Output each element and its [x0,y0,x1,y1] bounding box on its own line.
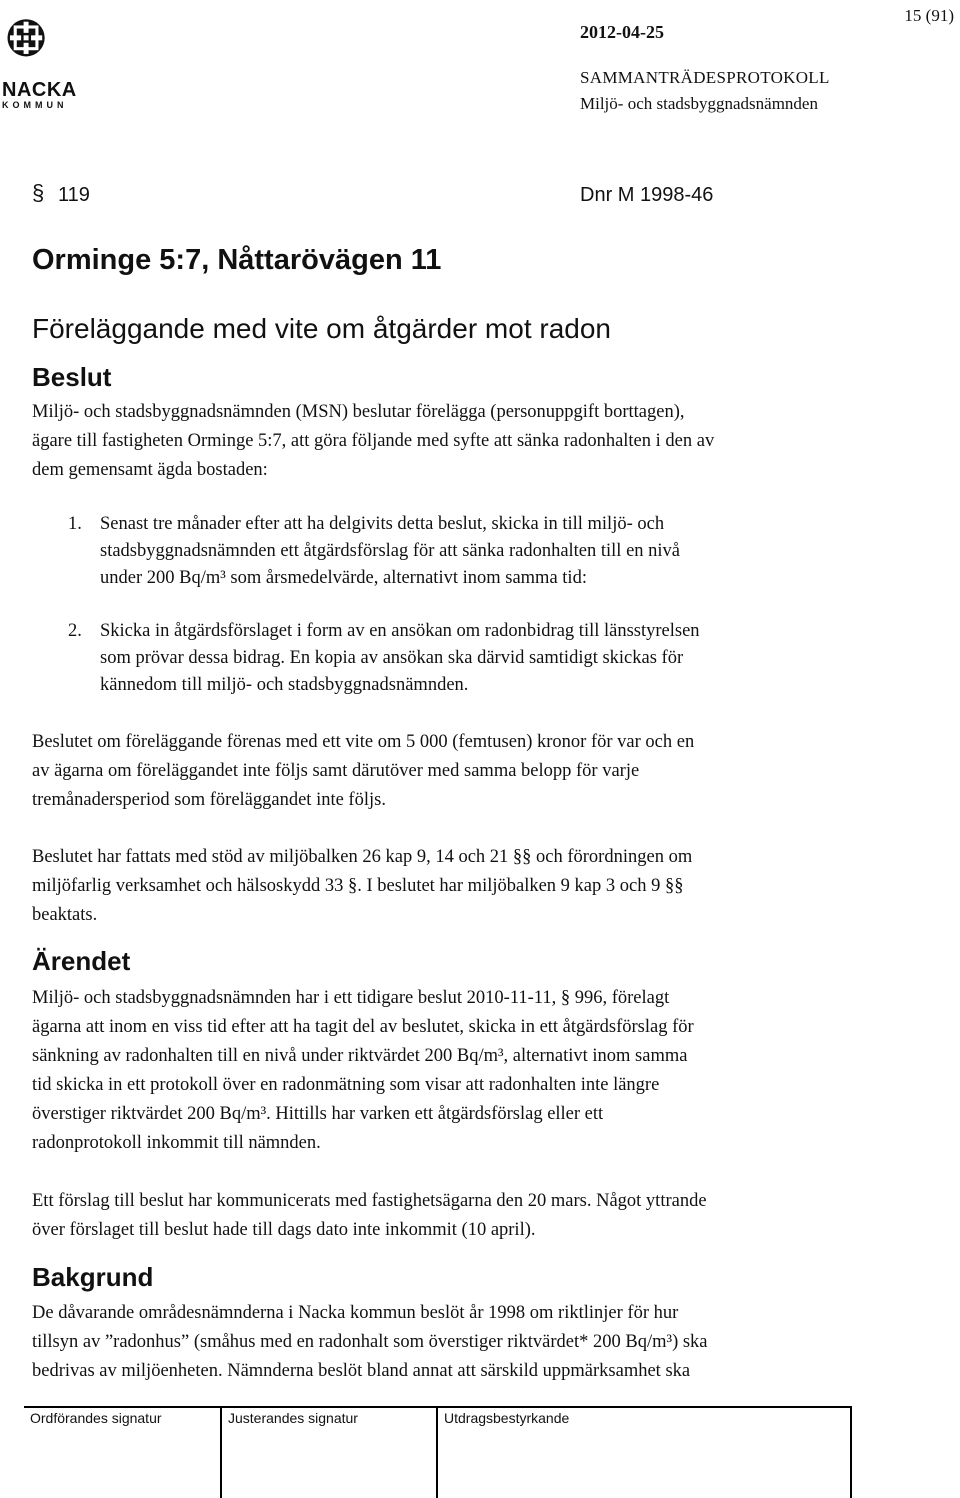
beslut-heading: Beslut [32,362,112,392]
text-line: beaktats. [32,905,98,925]
text-line: Beslutet har fattats med stöd av miljöbalken 26 kap 9, 14 och 21 §§ och förordningen om [32,847,693,867]
text-line: tid skicka in ett protokoll över en radonmätning som visar att radonhalten inte längre [32,1075,660,1095]
text-line: Senast tre månader efter att ha delgivits detta beslut, skicka in till miljö- och [100,514,665,534]
text-line: Miljö- och stadsbyggnadsnämnden (MSN) beslutar förelägga (personuppgift borttagen), [32,402,685,422]
text-line: tremånadersperiod som föreläggandet inte följs. [32,790,386,810]
text-line: sänkning av radonhalten till en nivå under riktvärdet 200 Bq/m³, alternativt inom samma [32,1046,688,1066]
logo-name: NACKA [2,79,77,101]
text-line: ägare till fastigheten Orminge 5:7, att göra följande med syfte att sänka radonhalten i den av [32,431,715,451]
text-line: kännedom till miljö- och stadsbyggnadsnämnden. [100,675,469,695]
diary-number: Dnr M 1998-46 [580,184,714,206]
arendet-heading: Ärendet [32,946,131,976]
chair-signature-field: Ordförandes signatur [30,1410,162,1426]
meeting-date: 2012-04-25 [580,22,664,42]
text-line: överstiger riktvärdet 200 Bq/m³. Hittills har varken ett åtgärdsförslag eller ett [32,1104,604,1124]
paragraph-symbol: § [32,180,45,205]
text-line: Beslutet om föreläggande förenas med ett vite om 5 000 (femtusen) kronor för var och en [32,732,695,752]
nacka-kommun-logo-icon [0,18,72,80]
beslut-intro [32,398,714,485]
text-line: av ägarna om föreläggandet inte följs samt därutöver med samma belopp för varje [32,761,640,781]
section-number: 119 [58,184,90,206]
text-line: över förslaget till beslut hade till dags dato inte inkommit (10 april). [32,1220,536,1240]
list-item [68,618,700,699]
text-line: De dåvarande områdesnämnderna i Nacka kommun beslöt år 1998 om riktlinjer för hur [32,1303,679,1323]
document-subtitle: Föreläggande med vite om åtgärder mot radon [32,313,611,344]
list-number: 1. [68,514,82,534]
list-item [68,511,680,592]
text-line: under 200 Bq/m³ som årsmedelvärde, alternativt inom samma tid: [100,568,587,588]
page-number: 15 (91) [904,6,954,25]
text-line: stadsbyggnadsnämnden ett åtgärdsförslag för att sänka radonhalten till en nivå [100,541,681,561]
extract-certification-field: Utdragsbestyrkande [436,1408,852,1498]
beslut-paragraph-legal [32,843,692,930]
text-line: som prövar dessa bidrag. En kopia av ansökan ska därvid samtidigt skickas för [100,648,684,668]
protocol-title: SAMMANTRÄDESPROTOKOLL [580,68,830,87]
text-line: radonprotokoll inkommit till nämnden. [32,1133,321,1153]
arendet-paragraph [32,984,694,1158]
text-line: Skicka in åtgärdsförslaget i form av en ansökan om radonbidrag till länsstyrelsen [100,621,700,641]
signature-table [24,1406,852,1498]
adjuster-signature-field: Justerandes signatur [220,1408,436,1498]
text-line: Ett förslag till beslut har kommunicerats med fastighetsägarna den 20 mars. Något yttrande [32,1191,707,1211]
logo-subname: KOMMUN [2,100,68,110]
committee-name: Miljö- och stadsbyggnadsnämnden [580,94,818,113]
arendet-paragraph-2 [32,1187,707,1245]
text-line: miljöfarlig verksamhet och hälsoskydd 33 §. I beslutet har miljöbalken 9 kap 3 och 9 §§ [32,876,684,896]
document-title: Orminge 5:7, Nåttarövägen 11 [32,244,442,276]
text-line: dem gemensamt ägda bostaden: [32,460,268,480]
bakgrund-heading: Bakgrund [32,1262,154,1292]
list-number: 2. [68,621,82,641]
text-line: ägarna att inom en viss tid efter att ha tagit del av beslutet, skicka in ett åtgärdsförslag för [32,1017,694,1037]
text-line: Miljö- och stadsbyggnadsnämnden har i ett tidigare beslut 2010-11-11, § 996, förelagt [32,988,670,1008]
text-line: bedrivas av miljöenheten. Nämnderna beslöt bland annat att särskild uppmärksamhet ska [32,1361,691,1381]
beslut-paragraph-vite [32,728,694,815]
bakgrund-paragraph [32,1299,708,1386]
text-line: tillsyn av ”radonhus” (småhus med en radonhalt som överstiger riktvärdet* 200 Bq/m³) ska [32,1332,708,1352]
